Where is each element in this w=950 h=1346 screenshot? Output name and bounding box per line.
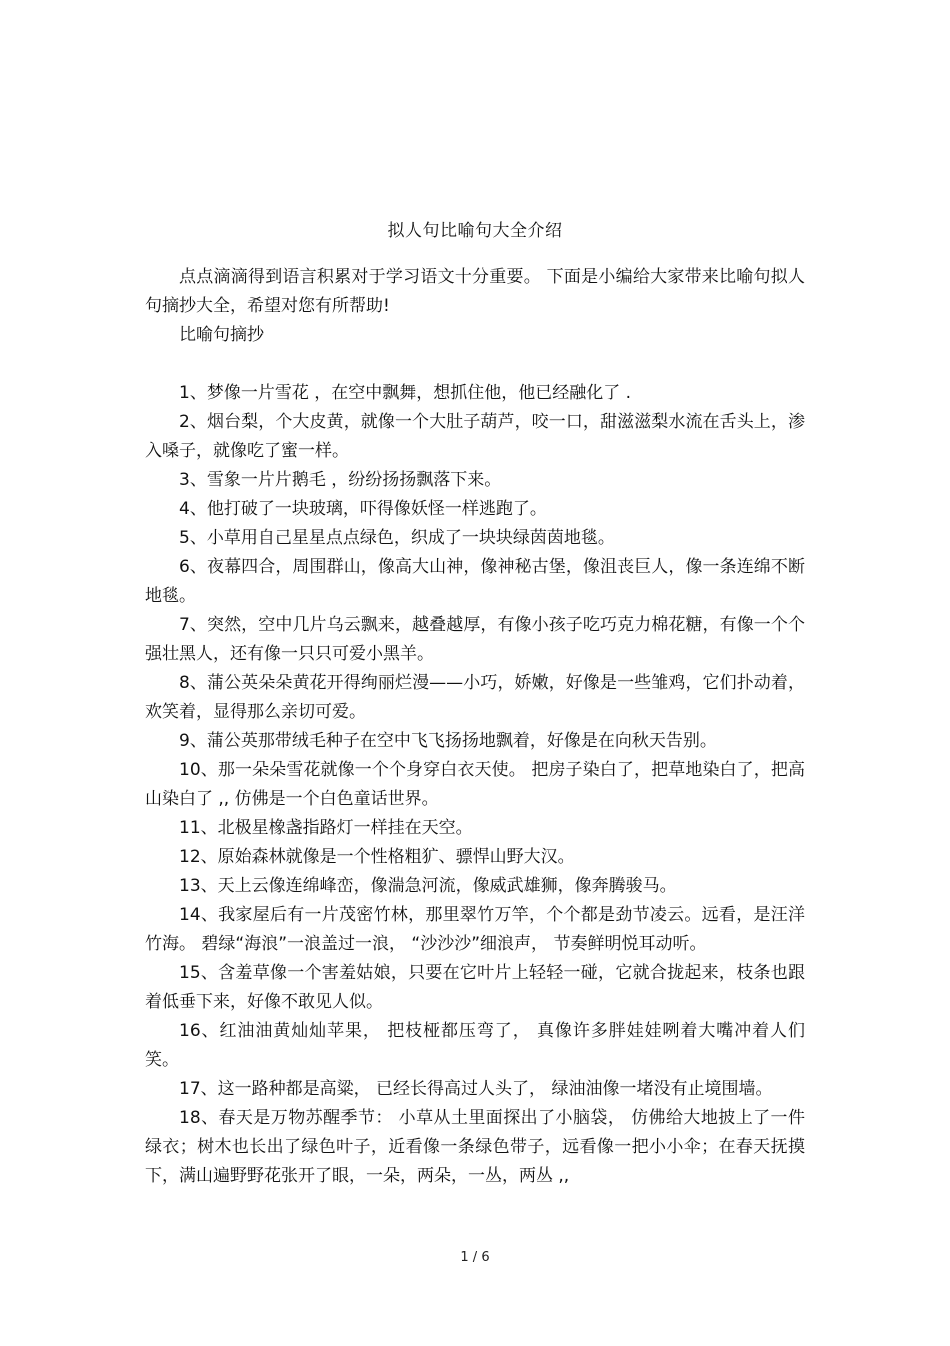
document-body: [145, 263, 805, 1191]
list-item: 15、含羞草像一个害羞姑娘，只要在它叶片上轻轻一碰，它就合拢起来，枝条也跟着低垂下来，好像不敢见人似。: [145, 963, 805, 1012]
list-item: 13、天上云像连绵峰峦，像湍急河流，像威武雄狮，像奔腾骏马。: [179, 876, 677, 896]
list-item: 12、原始森林就像是一个性格粗犷、骠悍山野大汉。: [179, 847, 575, 867]
list-item: 9、蒲公英那带绒毛种子在空中飞飞扬扬地飘着，好像是在向秋天告别。: [179, 731, 717, 751]
list-item: 1、梦像一片雪花 ，在空中飘舞，想抓住他，他已经融化了 .: [179, 383, 632, 403]
list-item: 8、蒲公英朵朵黄花开得绚丽烂漫——小巧，娇嫩，好像是一些雏鸡，它们扑动着，欢笑着，显得那么亲切可爱。: [145, 673, 805, 722]
page-indicator: 1 / 6: [460, 1250, 490, 1265]
list-item: 17、这一路种都是高粱， 已经长得高过人头了， 绿油油像一堵没有止境围墙。: [179, 1079, 773, 1099]
list-item: 2、烟台梨，个大皮黄，就像一个大肚子葫芦，咬一口，甜滋滋梨水流在舌头上，渗入嗓子，就像吃了蜜一样。: [145, 412, 805, 461]
list-item: 16、红油油黄灿灿苹果， 把枝桠都压弯了， 真像许多胖娃娃咧着大嘴冲着人们笑。: [145, 1021, 805, 1070]
simile-list: [145, 379, 805, 1191]
list-item: 3、雪象一片片鹅毛 ，纷纷扬扬飘落下来。: [179, 470, 502, 490]
list-item: 18、春天是万物苏醒季节： 小草从土里面探出了小脑袋， 仿佛给大地披上了一件绿衣；树木也长出了绿色叶子，近看像一条绿色带子，远看像一把小小伞；在春天抚摸下，满山遍野野花张开了眼，一朵，两朵，一丛，两丛 ,,: [145, 1108, 805, 1186]
list-item: 7、突然，空中几片乌云飘来，越叠越厚，有像小孩子吃巧克力棉花糖，有像一个个强壮黑人，还有像一只只可爱小黑羊。: [145, 615, 805, 664]
list-item: 6、夜幕四合，周围群山，像高大山神，像神秘古堡，像沮丧巨人，像一条连绵不断地毯。: [145, 557, 805, 606]
list-item: 11、北极星橡盏指路灯一样挂在天空。: [179, 818, 473, 838]
intro-paragraph: 点点滴滴得到语言积累对于学习语文十分重要。 下面是小编给大家带来比喻句拟人句摘抄大全，希望对您有所帮助!: [145, 267, 805, 316]
list-item: 4、他打破了一块玻璃，吓得像妖怪一样逃跑了。: [179, 499, 547, 519]
list-item: 14、我家屋后有一片茂密竹林，那里翠竹万竿，个个都是劲节凌云。远看，是汪洋竹海。 碧绿“海浪”一浪盖过一浪， “沙沙沙”细浪声， 节奏鲜明悦耳动听。: [145, 905, 805, 954]
section-heading: 比喻句摘抄: [179, 325, 264, 345]
list-item: 10、那一朵朵雪花就像一个个身穿白衣天使。 把房子染白了，把草地染白了，把高山染白了 ,, 仿佛是一个白色童话世界。: [145, 760, 805, 809]
document-title: 拟人句比喻句大全介绍: [387, 221, 563, 241]
list-item: 5、小草用自己星星点点绿色，织成了一块块绿茵茵地毯。: [179, 528, 615, 548]
